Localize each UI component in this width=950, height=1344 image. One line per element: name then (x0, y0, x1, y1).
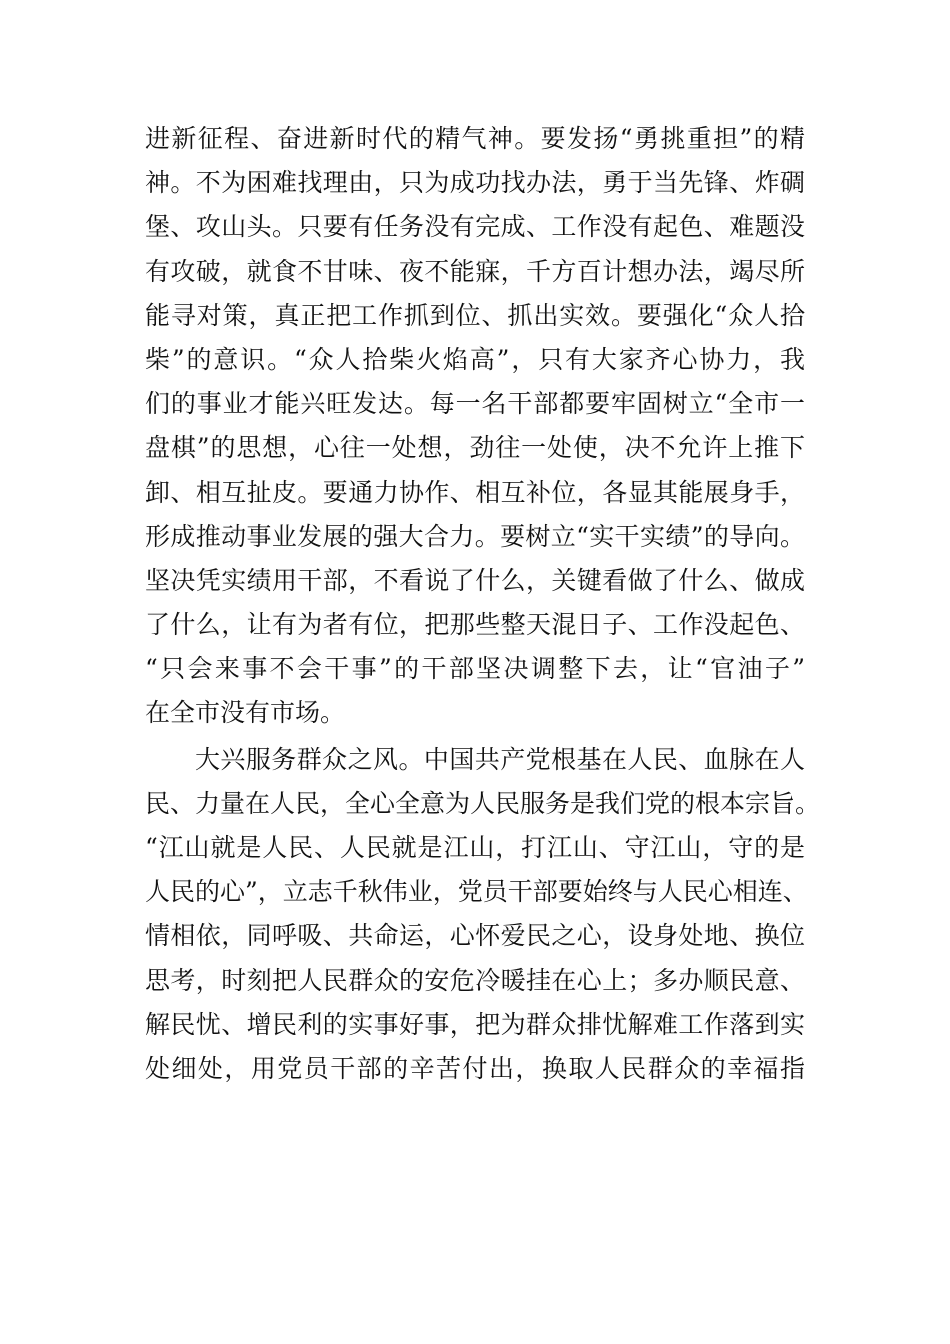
text-line: “江山就是人民、人民就是江山，打江山、守江山，守的是 (145, 833, 805, 862)
text-line: 形成推动事业发展的强大合力。要树立“实干实绩”的导向。 (145, 521, 805, 551)
text-line: 了什么，让有为者有位，把那些整天混日子、工作没起色、 (145, 610, 805, 640)
text-line: 解民忧、增民利的实事好事，把为群众排忧解难工作落到实 (145, 1009, 805, 1039)
text-line: 处细处，用党员干部的辛苦付出，换取人民群众的幸福指 (145, 1053, 805, 1083)
text-line: 堡、攻山头。只要有任务没有完成、工作没有起色、难题没 (145, 212, 805, 242)
text-line: 情相依，同呼吸、共命运，心怀爱民之心，设身处地、换位 (145, 921, 805, 951)
text-line: 们的事业才能兴旺发达。每一名干部都要牢固树立“全市一 (145, 389, 805, 419)
text-line: 进新征程、奋进新时代的精气神。要发扬“勇挑重担”的精 (145, 124, 805, 153)
text-line: “只会来事不会干事”的干部坚决调整下去，让“官油子” (145, 654, 806, 684)
text-line: 大兴服务群众之风。中国共产党根基在人民、血脉在人 (195, 744, 805, 774)
text-line: 神。不为困难找理由，只为成功找办法，勇于当先锋、炸碉 (145, 168, 805, 198)
text-line: 有攻破，就食不甘味、夜不能寐，千方百计想办法，竭尽所 (145, 256, 805, 286)
text-line: 坚决凭实绩用干部，不看说了什么，关键看做了什么、做成 (145, 565, 805, 595)
text-line: 在全市没有市场。 (145, 698, 346, 728)
text-line: 民、力量在人民，全心全意为人民服务是我们党的根本宗旨。 (145, 788, 821, 818)
paragraph-2 (145, 738, 821, 1092)
paragraph-1 (145, 117, 805, 736)
text-line: 柴”的意识。“众人拾柴火焰高”，只有大家齐心协力，我 (145, 344, 805, 374)
text-line: 人民的心”，立志千秋伟业，党员干部要始终与人民心相连、 (145, 877, 808, 907)
text-line: 能寻对策，真正把工作抓到位、抓出实效。要强化“众人拾 (145, 300, 805, 330)
text-line: 卸、相互扯皮。要通力协作、相互补位，各显其能展身手， (145, 477, 805, 507)
body-text (145, 117, 821, 1091)
text-line: 思考，时刻把人民群众的安危冷暖挂在心上；多办顺民意、 (145, 965, 805, 995)
text-line: 盘棋”的思想，心往一处想，劲往一处使，决不允许上推下 (145, 433, 805, 463)
